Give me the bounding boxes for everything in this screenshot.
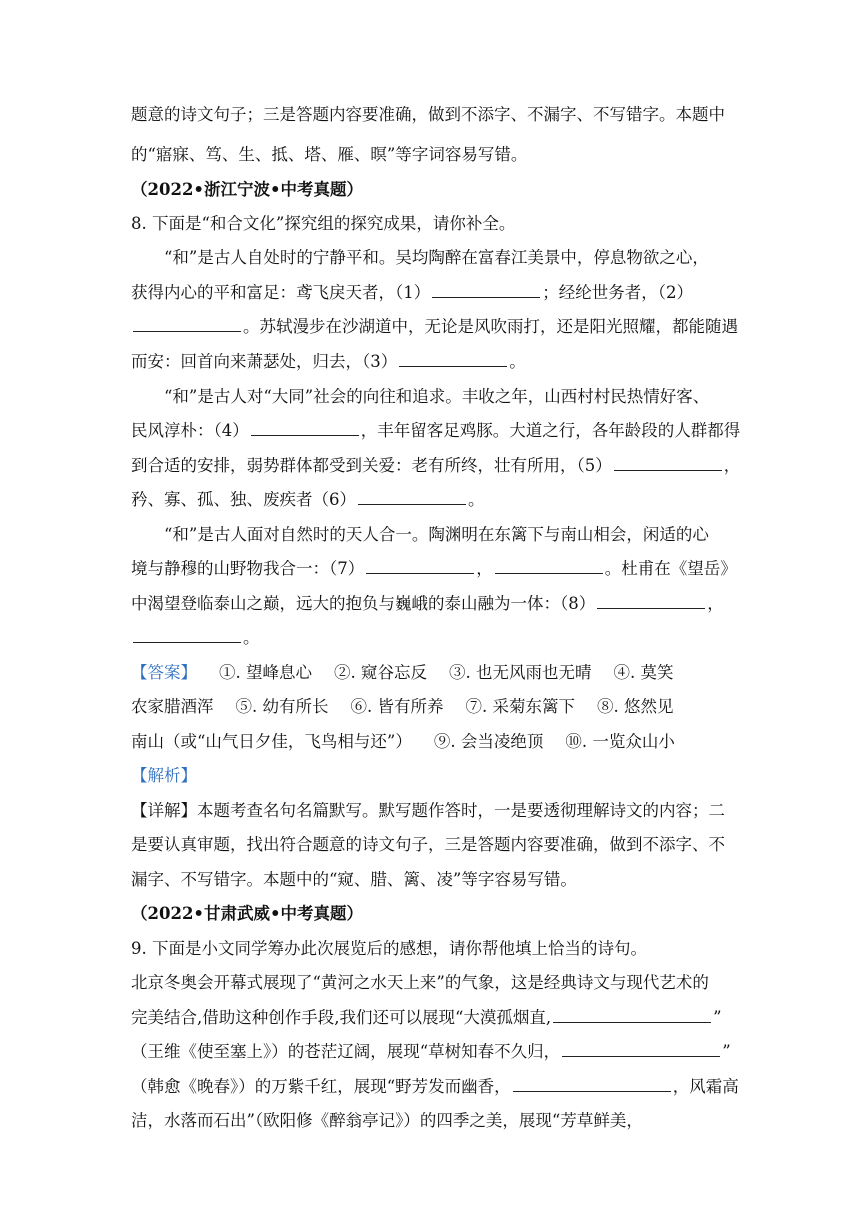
answer-line [131, 731, 675, 753]
text-fragment: ，风霜高 [672, 1077, 739, 1096]
fill-blank-8b [133, 628, 241, 643]
text-fragment: 获得内心的平和富足：鸢飞戾天者，（1） [131, 283, 431, 302]
text-line [131, 489, 485, 511]
text-line [131, 351, 526, 373]
text-line: 漏字、不写错字。本题中的“窥、腊、篱、凌”等字容易写错。 [131, 870, 577, 889]
answer-tag: 【答案】 [131, 663, 197, 682]
text-line [131, 558, 737, 580]
fill-blank [513, 1077, 671, 1092]
text-line: “和”是古人面对自然时的天人合一。陶渊明在东篱下与南山相会，闲适的心 [164, 525, 709, 544]
text-fragment: 完美结合,借助这种创作手段,我们还可以展现“大漠孤烟直, [131, 1008, 552, 1027]
text-line: 题意的诗文句子；三是答题内容要准确，做到不添字、不漏字、不写错字。本题中 [131, 105, 725, 124]
source-label: （2022•浙江宁波•中考真题） [131, 180, 364, 199]
text-fragment: ， [707, 594, 724, 613]
fill-blank-3 [399, 352, 507, 367]
text-fragment: （韩愈《晚春》）的万紫千红，展现“野芳发而幽香， [131, 1077, 511, 1096]
answer-item: 农家腊酒浑 [131, 697, 214, 716]
text-fragment: ；经纶世务者，（2） [542, 283, 693, 302]
text-line: 的“寤寐、笃、生、抵、塔、雁、暝”等字词容易写错。 [131, 145, 528, 164]
answer-item: ③. 也无风雨也无晴 [449, 663, 592, 682]
text-fragment: 。 [509, 352, 526, 371]
question-9: 9. 下面是小文同学筹办此次展览后的感想，请你帮他填上恰当的诗句。 [131, 939, 647, 958]
fill-blank-4 [251, 421, 359, 436]
text-line [131, 316, 738, 338]
text-fragment: 。杜甫在《望岳》 [604, 559, 737, 578]
text-line [131, 1041, 731, 1063]
answer-item: ①. 望峰息心 [219, 663, 312, 682]
text-line: “和”是古人对“大同”社会的向往和追求。丰收之年，山西村村民热情好客、 [164, 387, 710, 406]
answer-item: ⑤. 幼有所长 [235, 697, 329, 716]
answer-item: 南山（或“山气日夕佳，飞鸟相与还”） [131, 732, 412, 751]
text-line [131, 627, 260, 649]
fill-blank-2 [133, 317, 241, 332]
text-fragment: ” [722, 1042, 731, 1061]
fill-blank-8a [597, 594, 705, 609]
text-fragment: 境与静穆的山野物我合一：（7） [131, 559, 365, 578]
text-line [131, 1007, 722, 1029]
text-line [131, 420, 740, 442]
text-line: “和”是古人自处时的宁静平和。吴均陶醉在富春江美景中，停息物欲之心， [164, 248, 709, 267]
text-fragment: ” [713, 1008, 722, 1027]
fill-blank-1 [432, 283, 540, 298]
analysis-tag: 【解析】 [131, 766, 197, 785]
text-line: 洁，水落而石出”（欧阳修《醉翁亭记》）的四季之美，展现“芳草鲜美， [131, 1111, 643, 1130]
text-fragment: 矜、寡、孤、独、废疾者（6） [131, 490, 356, 509]
answer-item: ②. 窥谷忘反 [334, 663, 427, 682]
text-fragment: 。 [243, 628, 260, 647]
fill-blank-6 [358, 490, 466, 505]
text-line [131, 1076, 739, 1098]
text-fragment: 。 [468, 490, 485, 509]
text-line [131, 455, 740, 477]
text-line: 是要认真审题，找出符合题意的诗文句子，三是答题内容要准确，做到不添字、不 [131, 835, 725, 854]
source-label: （2022•甘肃武威•中考真题） [131, 904, 364, 923]
text-fragment: 到合适的安排，弱势群体都受到关爱：老有所终，壮有所用，（5） [131, 456, 612, 475]
text-fragment: ，丰年留客足鸡豚。大道之行，各年龄段的人群都得 [360, 421, 741, 440]
fill-blank-7b [495, 559, 603, 574]
answer-line [131, 662, 674, 684]
text-fragment: ， [476, 559, 493, 578]
answer-item: ⑨. 会当凌绝顶 [433, 732, 544, 751]
fill-blank [553, 1008, 711, 1023]
answer-item: ④. 莫笑 [613, 663, 674, 682]
fill-blank-5 [614, 456, 722, 471]
text-fragment: ， [723, 456, 741, 475]
answer-item: ⑥. 皆有所养 [350, 697, 444, 716]
text-line: 【详解】本题考查名句名篇默写。默写题作答时，一是要透彻理解诗文的内容；二 [131, 801, 725, 820]
answer-item: ⑦. 采菊东篱下 [465, 697, 575, 716]
text-line: 北京冬奥会开幕式展现了“黄河之水天上来”的气象，这是经典诗文与现代艺术的 [131, 973, 709, 992]
fill-blank-7a [366, 559, 474, 574]
fill-blank [562, 1042, 720, 1057]
text-line [131, 593, 724, 615]
question-8: 8. 下面是“和合文化”探究组的探究成果，请你补全。 [131, 214, 516, 233]
answer-item: ⑩. 一览众山小 [565, 732, 675, 751]
text-fragment: 民风淳朴：（4） [131, 421, 249, 440]
text-fragment: 。苏轼漫步在沙湖道中，无论是风吹雨打，还是阳光照耀，都能随遇 [243, 317, 738, 336]
answer-item: ⑧. 悠然见 [597, 697, 674, 716]
text-fragment: 中渴望登临泰山之巅，远大的抱负与巍峨的泰山融为一体：（8） [131, 594, 596, 613]
text-fragment: 而安：回首向来萧瑟处，归去，（3） [131, 352, 398, 371]
text-fragment: （王维《使至塞上》）的苍茫辽阔，展现“草树知春不久归， [131, 1042, 561, 1061]
text-line [131, 282, 693, 304]
answer-line [131, 696, 674, 718]
